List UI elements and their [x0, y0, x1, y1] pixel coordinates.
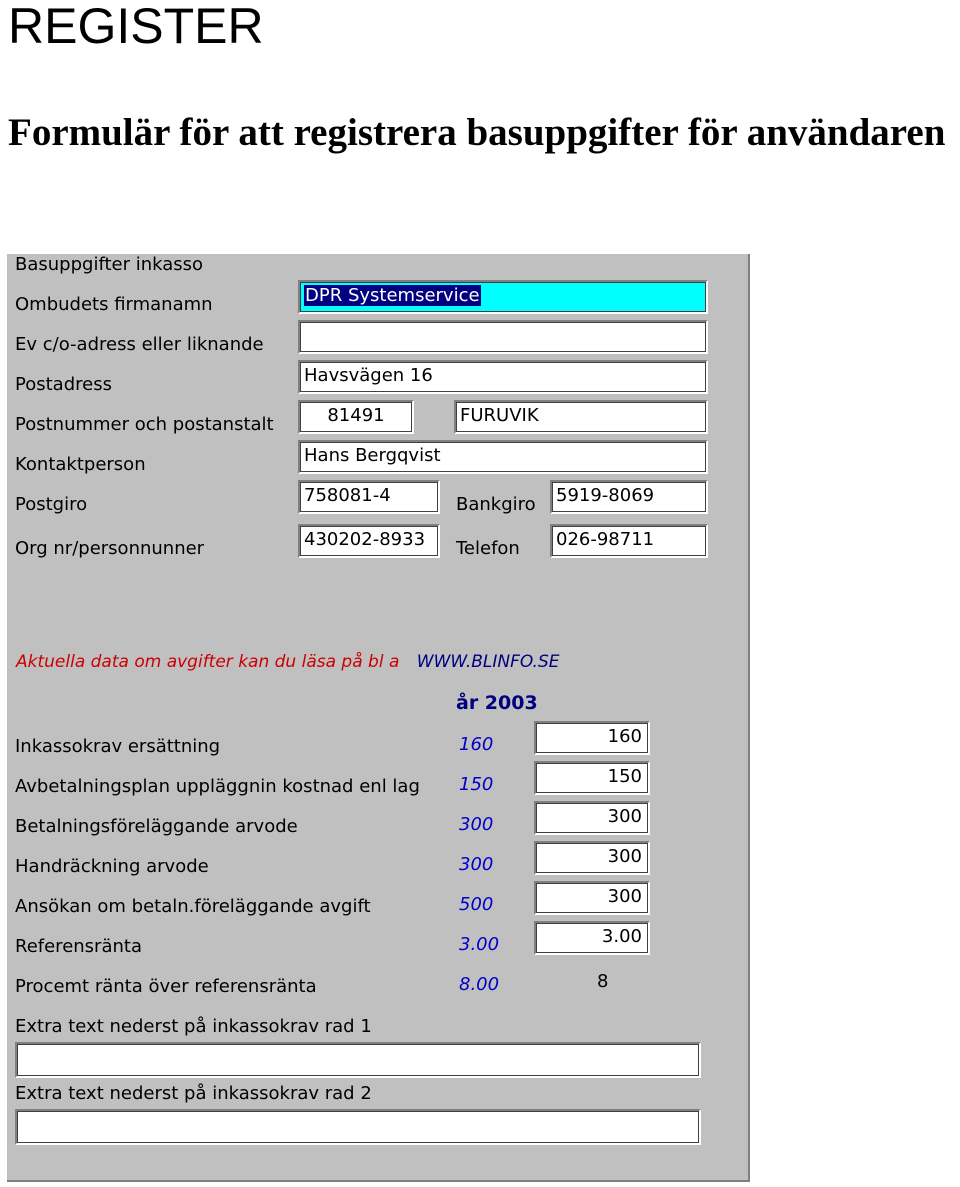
- address-field[interactable]: Havsvägen 16: [298, 360, 708, 394]
- fee-notice: [16, 652, 560, 672]
- phone-field[interactable]: 026-98711: [550, 524, 708, 558]
- fee-label-avbetalningsplan: Avbetalningsplan uppläggnin kostnad enl lag: [15, 776, 420, 797]
- phone-label: Telefon: [456, 538, 520, 559]
- fee-label-inkassokrav: Inkassokrav ersättning: [15, 736, 221, 757]
- fee-reference-handrackning: 300: [459, 854, 494, 875]
- fee-field-ansokan[interactable]: 300: [534, 881, 650, 915]
- address-label: Postadress: [15, 374, 112, 395]
- fee-reference-referensranta: 3.00: [459, 934, 500, 955]
- contact-label: Kontaktperson: [15, 454, 146, 475]
- extra-line1-field[interactable]: [15, 1042, 701, 1078]
- fee-field-referensranta[interactable]: 3.00: [534, 921, 650, 955]
- bankgiro-label: Bankgiro: [456, 494, 536, 515]
- fee-field-betalningsforelaggande[interactable]: 300: [534, 801, 650, 835]
- page-subtitle: Formulär för att registrera basuppgifter för användaren: [8, 111, 946, 154]
- fee-reference-procent-ranta: 8.00: [459, 974, 500, 995]
- basuppgifter-form: [7, 254, 750, 1182]
- extra-line2-field[interactable]: [15, 1109, 701, 1145]
- postal-town-field[interactable]: FURUVIK: [454, 400, 708, 434]
- extra-line2-label: Extra text nederst på inkassokrav rad 2: [15, 1083, 372, 1104]
- fee-label-referensranta: Referensränta: [15, 936, 142, 957]
- fee-label-handrackning: Handräckning arvode: [15, 856, 209, 877]
- contact-person-field[interactable]: Hans Bergqvist: [298, 440, 708, 474]
- fee-reference-ansokan: 500: [459, 894, 494, 915]
- year-label: år 2003: [456, 692, 538, 714]
- co-address-field[interactable]: [298, 320, 708, 354]
- firm-name-value: DPR Systemservice: [305, 285, 480, 306]
- fee-label-betalningsforelaggande: Betalningsföreläggande arvode: [15, 816, 298, 837]
- fee-notice-text: Aktuella data om avgifter kan du läsa på bl a: [16, 652, 400, 672]
- extra-line1-label: Extra text nederst på inkassokrav rad 1: [15, 1016, 372, 1037]
- firm-name-field[interactable]: [298, 280, 708, 314]
- fee-field-handrackning[interactable]: 300: [534, 841, 650, 875]
- bankgiro-field[interactable]: 5919-8069: [550, 480, 708, 514]
- fee-reference-betalningsforelaggande: 300: [459, 814, 494, 835]
- fee-field-avbetalningsplan[interactable]: 150: [534, 761, 650, 795]
- page-title: REGISTER: [8, 0, 264, 54]
- section-title: Basuppgifter inkasso: [15, 254, 204, 275]
- fee-label-ansokan: Ansökan om betaln.föreläggande avgift: [15, 896, 371, 917]
- fee-label-procent-ranta: Procemt ränta över referensränta: [15, 976, 317, 997]
- postal-label: Postnummer och postanstalt: [15, 414, 274, 435]
- fee-reference-avbetalningsplan: 150: [459, 774, 494, 795]
- postgiro-label: Postgiro: [15, 494, 88, 515]
- postal-code-field[interactable]: 81491: [298, 400, 414, 434]
- fee-reference-inkassokrav: 160: [459, 734, 494, 755]
- postgiro-field[interactable]: 758081-4: [298, 480, 440, 514]
- firm-label: Ombudets firmanamn: [15, 294, 213, 315]
- fee-notice-link[interactable]: WWW.BLINFO.SE: [416, 652, 560, 672]
- fee-value-procent-ranta: 8: [597, 971, 609, 992]
- org-number-field[interactable]: 430202-8933: [298, 524, 440, 558]
- co-address-label: Ev c/o-adress eller liknande: [15, 334, 264, 355]
- org-number-label: Org nr/personnunner: [15, 538, 205, 559]
- fee-field-inkassokrav[interactable]: 160: [534, 721, 650, 755]
